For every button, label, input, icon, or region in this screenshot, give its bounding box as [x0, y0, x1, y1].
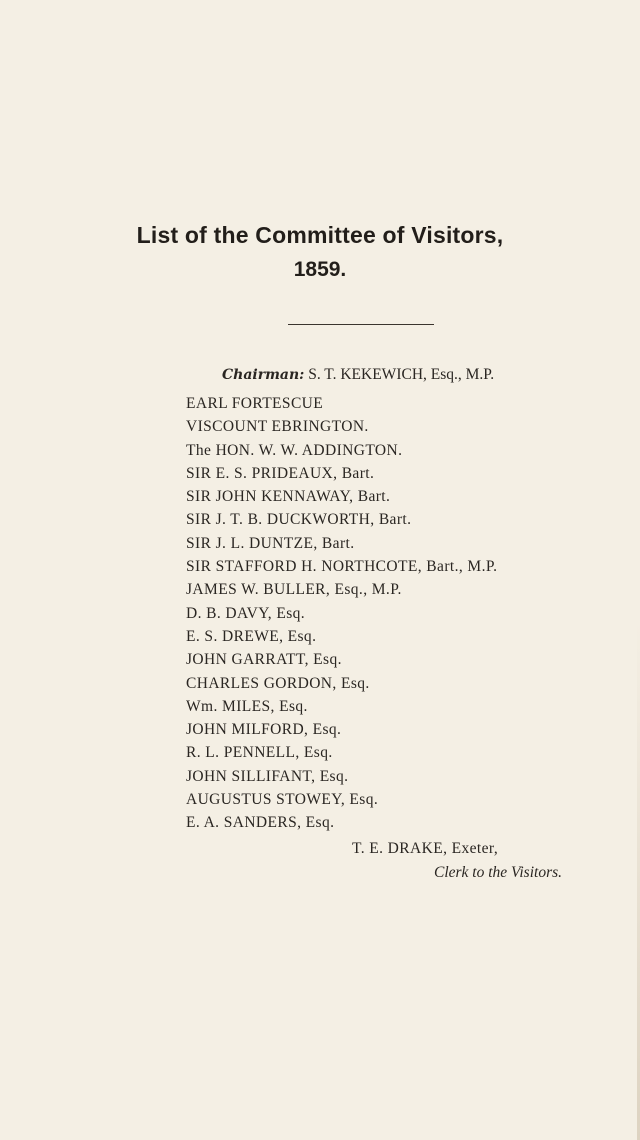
committee-member: SIR J. T. B. DUCKWORTH, Bart. [186, 511, 412, 529]
committee-member: CHARLES GORDON, Esq. [186, 674, 370, 692]
committee-member: JOHN MILFORD, Esq. [186, 721, 342, 739]
committee-member: AUGUSTUS STOWEY, Esq. [186, 791, 379, 809]
committee-member: The HON. W. W. ADDINGTON. [186, 441, 403, 459]
committee-member: JOHN SILLIFANT, Esq. [186, 767, 349, 785]
committee-member: D. B. DAVY, Esq. [186, 604, 306, 622]
committee-member: JOHN GARRATT, Esq. [186, 651, 342, 669]
committee-member: R. L. PENNELL, Esq. [186, 744, 333, 762]
committee-member: SIR JOHN KENNAWAY, Bart. [186, 488, 391, 506]
chairman-name: S. T. KEKEWICH, Esq., M.P. [308, 366, 495, 383]
committee-member-list [186, 392, 497, 835]
committee-member: Wm. MILES, Esq. [186, 697, 308, 715]
page-year: 1859. [293, 258, 347, 281]
committee-member: E. S. DREWE, Esq. [186, 627, 317, 645]
chairman-label: Chairman: [222, 367, 305, 383]
clerk-name: T. E. DRAKE, Exeter, [352, 840, 499, 857]
chairman-line [222, 366, 494, 384]
clerk-title: Clerk to the Visitors. [434, 864, 563, 881]
divider-rule [288, 324, 434, 325]
committee-member: EARL FORTESCUE [186, 395, 324, 412]
committee-member: VISCOUNT EBRINGTON. [186, 418, 369, 436]
page-title: List of the Committee of Visitors, [136, 222, 504, 248]
committee-member: SIR E. S. PRIDEAUX, Bart. [186, 464, 375, 482]
committee-member: E. A. SANDERS, Esq. [186, 814, 335, 832]
committee-member: SIR J. L. DUNTZE, Bart. [186, 534, 355, 552]
committee-member: JAMES W. BULLER, Esq., M.P. [186, 581, 402, 599]
committee-member: SIR STAFFORD H. NORTHCOTE, Bart., M.P. [186, 558, 498, 576]
